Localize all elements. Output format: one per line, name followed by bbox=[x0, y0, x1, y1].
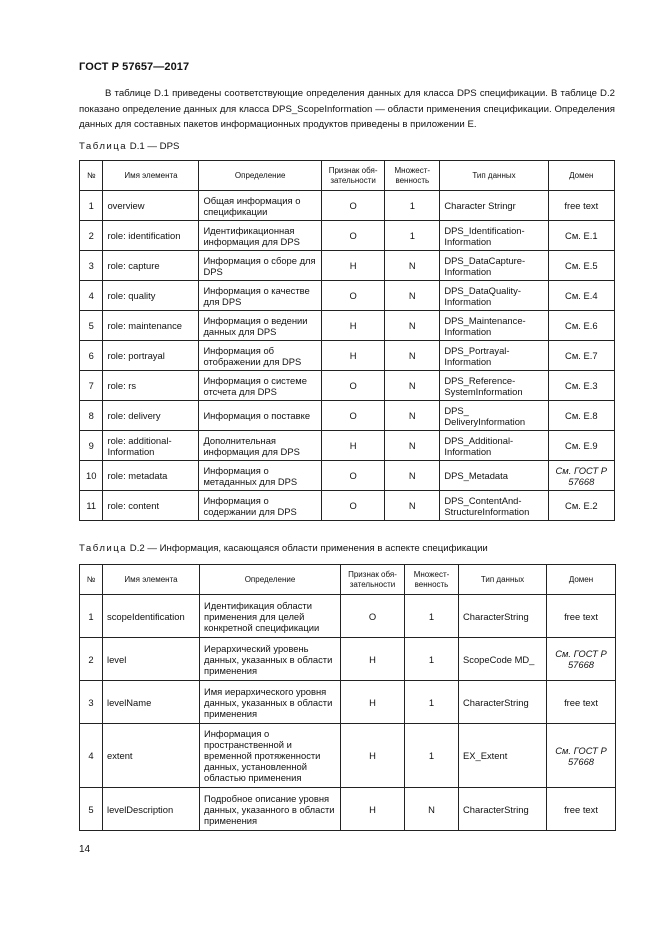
cell-mandatory: О bbox=[321, 461, 384, 491]
cell-name: levelDescription bbox=[103, 788, 200, 831]
cell-multiplicity: 1 bbox=[385, 191, 440, 221]
cell-domain: См. ГОСТ Р 57668 bbox=[547, 638, 616, 681]
cell-num: 3 bbox=[80, 681, 103, 724]
cell-num: 5 bbox=[80, 788, 103, 831]
cell-datatype: ScopeCode MD_ bbox=[459, 638, 547, 681]
cell-domain: См. Е.8 bbox=[548, 401, 614, 431]
cell-name: role: content bbox=[103, 491, 199, 521]
cell-domain: См. Е.7 bbox=[548, 341, 614, 371]
col-header-definition: Определение bbox=[199, 161, 322, 191]
cell-mandatory: Н bbox=[321, 431, 384, 461]
table-row bbox=[80, 788, 616, 831]
col-header-datatype: Тип данных bbox=[459, 565, 547, 595]
standard-header: ГОСТ Р 57657—2017 bbox=[79, 61, 190, 73]
cell-mandatory: О bbox=[321, 401, 384, 431]
cell-name: levelName bbox=[103, 681, 200, 724]
cell-definition: Иерархический уровень данных, указанных в области применения bbox=[200, 638, 341, 681]
cell-name: role: metadata bbox=[103, 461, 199, 491]
cell-name: level bbox=[103, 638, 200, 681]
table-row bbox=[80, 595, 616, 638]
intro-paragraph: В таблице D.1 приведены соответствующие определения данных для класса DPS спецификации. В таблице D.2 показано определение данных для класса DPS_ScopeInformation — области применения спецификации. Определения данных для составных пакетов информационных продуктов приведены в приложении Е. bbox=[79, 88, 615, 130]
cell-definition: Идентификация области применения для целей конкретной спецификации bbox=[200, 595, 341, 638]
cell-num: 4 bbox=[80, 281, 103, 311]
col-header-datatype: Тип данных bbox=[440, 161, 548, 191]
cell-multiplicity: 1 bbox=[405, 638, 459, 681]
table-row bbox=[80, 461, 615, 491]
table-row bbox=[80, 341, 615, 371]
cell-definition: Дополнительная информация для DPS bbox=[199, 431, 322, 461]
cell-multiplicity: N bbox=[385, 251, 440, 281]
col-header-name: Имя элемента bbox=[103, 565, 200, 595]
cell-mandatory: Н bbox=[341, 724, 405, 788]
cell-name: role: rs bbox=[103, 371, 199, 401]
cell-mandatory: Н bbox=[341, 638, 405, 681]
cell-num: 10 bbox=[80, 461, 103, 491]
cell-name: role: capture bbox=[103, 251, 199, 281]
cell-num: 8 bbox=[80, 401, 103, 431]
table-header-row bbox=[80, 161, 615, 191]
cell-domain: См. ГОСТ Р 57668 bbox=[547, 724, 616, 788]
cell-datatype: EX_Extent bbox=[459, 724, 547, 788]
col-header-num: № bbox=[80, 161, 103, 191]
cell-num: 7 bbox=[80, 371, 103, 401]
cell-mandatory: Н bbox=[341, 788, 405, 831]
col-header-definition: Определение bbox=[200, 565, 341, 595]
cell-definition: Информация о сборе для DPS bbox=[199, 251, 322, 281]
cell-multiplicity: 1 bbox=[405, 724, 459, 788]
table-row bbox=[80, 724, 616, 788]
cell-num: 3 bbox=[80, 251, 103, 281]
col-header-multiplicity: Множест-венность bbox=[385, 161, 440, 191]
table-row bbox=[80, 281, 615, 311]
cell-name: role: identification bbox=[103, 221, 199, 251]
cell-datatype: DPS_Identification-Information bbox=[440, 221, 548, 251]
cell-multiplicity: N bbox=[385, 461, 440, 491]
cell-mandatory: О bbox=[341, 595, 405, 638]
col-header-domain: Домен bbox=[547, 565, 616, 595]
cell-datatype: Character Stringr bbox=[440, 191, 548, 221]
cell-multiplicity: N bbox=[385, 491, 440, 521]
cell-mandatory: О bbox=[321, 191, 384, 221]
caption-text: D.1 — DPS bbox=[127, 141, 180, 152]
col-header-num: № bbox=[80, 565, 103, 595]
table-d2-caption bbox=[79, 543, 488, 554]
caption-text: D.2 — Информация, касающаяся области применения в аспекте спецификации bbox=[127, 543, 488, 554]
table-d1-caption bbox=[79, 141, 179, 152]
table-d1 bbox=[79, 160, 615, 521]
cell-multiplicity: N bbox=[385, 311, 440, 341]
cell-definition: Имя иерархического уровня данных, указанных в области применения bbox=[200, 681, 341, 724]
cell-mandatory: Н bbox=[321, 341, 384, 371]
cell-domain: См. Е.9 bbox=[548, 431, 614, 461]
col-header-multiplicity: Множест-венность bbox=[405, 565, 459, 595]
table-row bbox=[80, 371, 615, 401]
cell-domain: См. Е.3 bbox=[548, 371, 614, 401]
cell-mandatory: О bbox=[321, 491, 384, 521]
table-row bbox=[80, 431, 615, 461]
cell-num: 9 bbox=[80, 431, 103, 461]
cell-domain: См. Е.5 bbox=[548, 251, 614, 281]
cell-datatype: DPS_ DeliveryInformation bbox=[440, 401, 548, 431]
cell-multiplicity: N bbox=[385, 401, 440, 431]
col-header-mandatory: Признак обя-зательности bbox=[321, 161, 384, 191]
cell-mandatory: Н bbox=[341, 681, 405, 724]
cell-datatype: DPS_Additional-Information bbox=[440, 431, 548, 461]
cell-datatype: CharacterString bbox=[459, 788, 547, 831]
table-row bbox=[80, 251, 615, 281]
cell-datatype: DPS_Portrayal-Information bbox=[440, 341, 548, 371]
col-header-mandatory: Признак обя-зательности bbox=[341, 565, 405, 595]
cell-definition: Информация о поставке bbox=[199, 401, 322, 431]
table-row bbox=[80, 401, 615, 431]
cell-multiplicity: N bbox=[405, 788, 459, 831]
table-row bbox=[80, 681, 616, 724]
cell-datatype: DPS_ContentAnd-StructureInformation bbox=[440, 491, 548, 521]
cell-definition: Общая информация о спецификации bbox=[199, 191, 322, 221]
table-header-row bbox=[80, 565, 616, 595]
cell-num: 5 bbox=[80, 311, 103, 341]
cell-datatype: DPS_DataCapture-Information bbox=[440, 251, 548, 281]
page-number: 14 bbox=[79, 844, 91, 855]
cell-domain: free text bbox=[547, 595, 616, 638]
cell-name: role: portrayal bbox=[103, 341, 199, 371]
table-row bbox=[80, 491, 615, 521]
cell-name: overview bbox=[103, 191, 199, 221]
cell-multiplicity: N bbox=[385, 371, 440, 401]
cell-domain: free text bbox=[548, 191, 614, 221]
cell-definition: Информация о метаданных для DPS bbox=[199, 461, 322, 491]
col-header-domain: Домен bbox=[548, 161, 614, 191]
cell-name: role: delivery bbox=[103, 401, 199, 431]
cell-multiplicity: N bbox=[385, 281, 440, 311]
cell-domain: free text bbox=[547, 788, 616, 831]
cell-multiplicity: 1 bbox=[405, 595, 459, 638]
cell-definition: Информация о качестве для DPS bbox=[199, 281, 322, 311]
cell-definition: Информация о пространственной и временной протяженности данных, установленной областью применения bbox=[200, 724, 341, 788]
cell-num: 11 bbox=[80, 491, 103, 521]
cell-multiplicity: N bbox=[385, 341, 440, 371]
cell-domain: См. ГОСТ Р 57668 bbox=[548, 461, 614, 491]
cell-mandatory: О bbox=[321, 221, 384, 251]
cell-name: role: maintenance bbox=[103, 311, 199, 341]
cell-definition: Идентификационная информация для DPS bbox=[199, 221, 322, 251]
cell-definition: Информация об отображении для DPS bbox=[199, 341, 322, 371]
cell-mandatory: О bbox=[321, 281, 384, 311]
cell-datatype: DPS_Maintenance-Information bbox=[440, 311, 548, 341]
cell-domain: См. Е.1 bbox=[548, 221, 614, 251]
caption-word: Таблица bbox=[79, 543, 128, 554]
cell-mandatory: О bbox=[321, 371, 384, 401]
cell-num: 4 bbox=[80, 724, 103, 788]
cell-num: 1 bbox=[80, 191, 103, 221]
table-d2 bbox=[79, 564, 616, 831]
cell-definition: Информация о ведении данных для DPS bbox=[199, 311, 322, 341]
cell-num: 2 bbox=[80, 221, 103, 251]
table-row bbox=[80, 221, 615, 251]
cell-datatype: CharacterString bbox=[459, 595, 547, 638]
cell-multiplicity: N bbox=[385, 431, 440, 461]
cell-domain: См. Е.2 bbox=[548, 491, 614, 521]
cell-name: role: quality bbox=[103, 281, 199, 311]
cell-domain: См. Е.6 bbox=[548, 311, 614, 341]
cell-domain: См. Е.4 bbox=[548, 281, 614, 311]
col-header-name: Имя элемента bbox=[103, 161, 199, 191]
cell-definition: Информация о содержании для DPS bbox=[199, 491, 322, 521]
table-row bbox=[80, 638, 616, 681]
cell-mandatory: Н bbox=[321, 311, 384, 341]
cell-num: 2 bbox=[80, 638, 103, 681]
cell-datatype: DPS_Reference-SystemInformation bbox=[440, 371, 548, 401]
table-row bbox=[80, 191, 615, 221]
cell-name: role: additional-Information bbox=[103, 431, 199, 461]
cell-name: scopeIdentification bbox=[103, 595, 200, 638]
cell-datatype: DPS_Metadata bbox=[440, 461, 548, 491]
cell-num: 1 bbox=[80, 595, 103, 638]
cell-mandatory: Н bbox=[321, 251, 384, 281]
cell-definition: Информация о системе отсчета для DPS bbox=[199, 371, 322, 401]
caption-word: Таблица bbox=[79, 141, 128, 152]
cell-datatype: DPS_DataQuality-Information bbox=[440, 281, 548, 311]
table-row bbox=[80, 311, 615, 341]
cell-datatype: CharacterString bbox=[459, 681, 547, 724]
cell-name: extent bbox=[103, 724, 200, 788]
cell-multiplicity: 1 bbox=[385, 221, 440, 251]
cell-domain: free text bbox=[547, 681, 616, 724]
cell-num: 6 bbox=[80, 341, 103, 371]
cell-multiplicity: 1 bbox=[405, 681, 459, 724]
cell-definition: Подробное описание уровня данных, указанного в области применения bbox=[200, 788, 341, 831]
